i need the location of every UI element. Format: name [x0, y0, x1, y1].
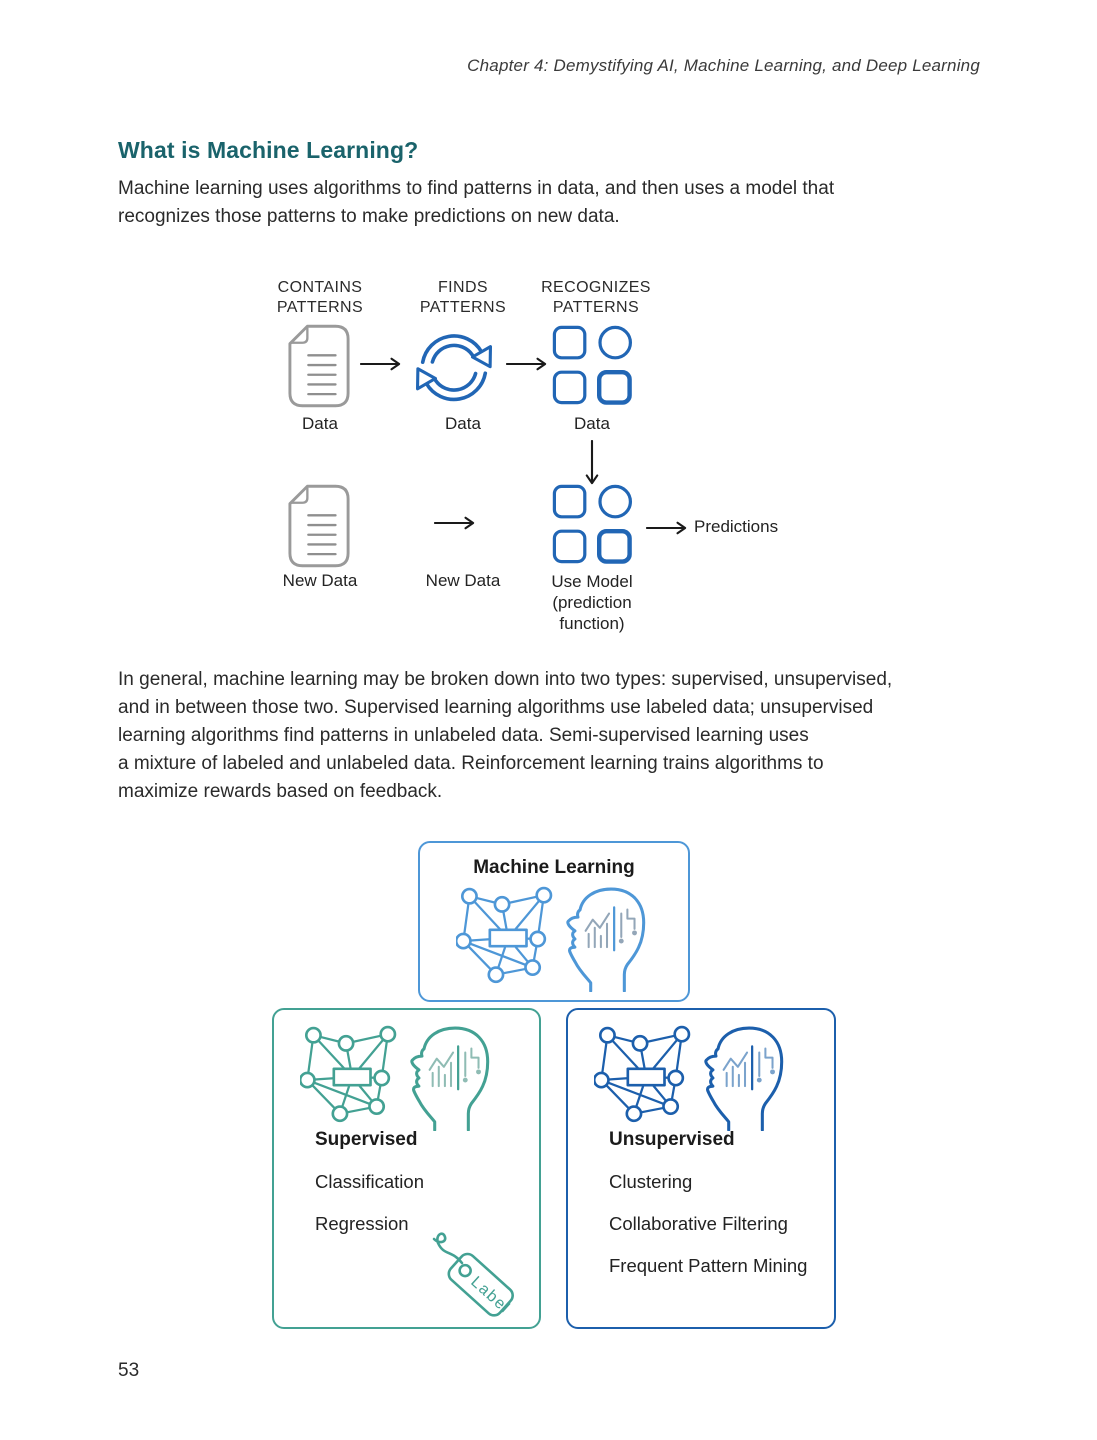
paragraph-line: learning algorithms find patterns in unlabeled data. Semi-supervised learning uses: [118, 725, 809, 746]
network-brain-icon: [300, 1024, 494, 1136]
flow-col3-label: RECOGNIZES PATTERNS: [541, 279, 651, 316]
paragraph-line: and in between those two. Supervised learning algorithms use labeled data; unsupervised: [118, 697, 874, 718]
label-tag-text: Label: [467, 1273, 514, 1318]
flow-col2-label: FINDS PATTERNS: [419, 279, 507, 316]
machine-learning-title: Machine Learning: [473, 857, 635, 878]
arrow-right-icon: [506, 357, 548, 371]
new-data-caption: New Data: [282, 571, 358, 590]
page-title: What is Machine Learning?: [118, 137, 419, 163]
paragraph-line: a mixture of labeled and unlabeled data. Reinforcement learning trains algorithms to: [118, 753, 824, 774]
unsupervised-item: Collaborative Filtering: [609, 1213, 788, 1234]
data-caption: Data: [445, 414, 481, 433]
document-icon: [287, 483, 351, 569]
label-tag-icon: [420, 1222, 530, 1332]
data-caption: Data: [302, 414, 338, 433]
pattern-shapes-icon: [552, 483, 632, 565]
pattern-shapes-icon: [552, 324, 632, 406]
body-paragraph: [118, 666, 990, 806]
unsupervised-item: Frequent Pattern Mining: [609, 1255, 808, 1276]
paragraph-line: Machine learning uses algorithms to find patterns in data, and then uses a model that: [118, 178, 835, 199]
paragraph-line: recognizes those patterns to make predictions on new data.: [118, 206, 620, 227]
data-caption: Data: [574, 414, 610, 433]
intro-paragraph: [118, 175, 990, 231]
use-model-caption: Use Model (prediction function): [551, 572, 633, 633]
supervised-title: Supervised: [315, 1129, 418, 1150]
flow-col1-label: CONTAINS PATTERNS: [276, 279, 364, 316]
machine-learning-box: [418, 841, 690, 1002]
arrow-down-icon: [585, 440, 599, 486]
arrow-right-icon: [646, 521, 688, 535]
unsupervised-item: Clustering: [609, 1171, 693, 1192]
new-data-caption: New Data: [425, 571, 501, 590]
network-brain-icon: [594, 1024, 788, 1136]
supervised-item: Regression: [315, 1213, 409, 1234]
paragraph-line: maximize rewards based on feedback.: [118, 781, 443, 802]
unsupervised-box: [566, 1008, 836, 1329]
network-brain-icon: [456, 885, 650, 997]
arrow-right-icon: [360, 357, 402, 371]
document-icon: [287, 323, 351, 409]
cycle-arrows-icon: [411, 322, 497, 410]
supervised-item: Classification: [315, 1171, 424, 1192]
page-number: 53: [118, 1360, 140, 1381]
supervised-box: [272, 1008, 541, 1329]
unsupervised-title: Unsupervised: [609, 1129, 735, 1150]
paragraph-line: In general, machine learning may be broken down into two types: supervised, unsupervised,: [118, 669, 893, 690]
arrow-right-icon: [434, 516, 476, 530]
predictions-label: Predictions: [694, 517, 779, 536]
chapter-header: Chapter 4: Demystifying AI, Machine Learning, and Deep Learning: [467, 56, 980, 75]
